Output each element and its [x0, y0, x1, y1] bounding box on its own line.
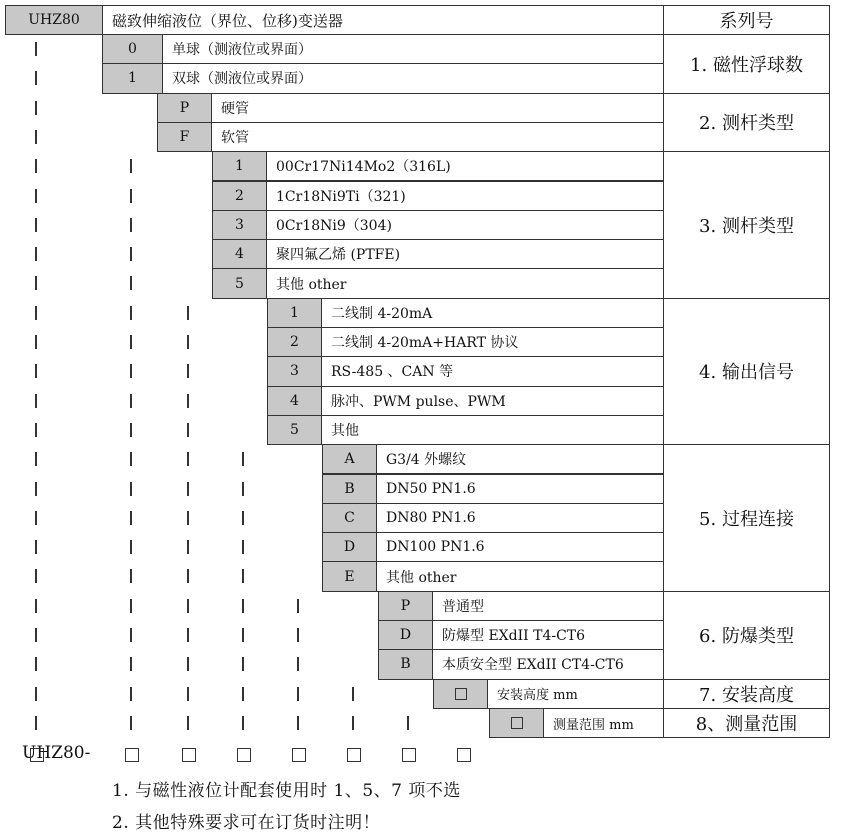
option-code-cell[interactable]: 1 — [267, 298, 322, 328]
connector-bar — [35, 394, 37, 408]
option-text-cell: 双球（测液位或界面） — [162, 63, 664, 93]
option-code-cell[interactable]: 1 — [102, 63, 163, 93]
group-label-cell: 7. 安装高度 — [663, 679, 830, 709]
connector-bar — [130, 599, 132, 613]
connector-bar — [35, 306, 37, 320]
connector-bar — [242, 540, 244, 554]
connector-bar — [35, 569, 37, 583]
connector-bar — [297, 716, 299, 730]
connector-bar — [35, 71, 37, 85]
option-text-cell: 脉冲、PWM pulse、PWM — [321, 386, 664, 416]
connector-bar — [35, 511, 37, 525]
connector-bar — [35, 247, 37, 261]
connector-bar — [242, 599, 244, 613]
connector-bar — [187, 657, 189, 671]
connector-bar — [35, 101, 37, 115]
option-code-cell[interactable]: P — [157, 93, 212, 123]
connector-bar — [35, 335, 37, 349]
connector-bar — [187, 540, 189, 554]
option-code-cell[interactable]: 3 — [267, 356, 322, 386]
option-code-cell[interactable]: B — [322, 474, 377, 504]
product-name-cell: 磁致伸缩液位（界位、位移)变送器 — [102, 5, 664, 35]
order-code-box[interactable] — [30, 748, 44, 762]
option-text-cell: 本质安全型 EXdII CT4-CT6 — [432, 649, 664, 679]
option-text-cell: 测量范围 mm — [543, 708, 664, 738]
checkbox-icon[interactable] — [455, 688, 467, 700]
option-code-cell[interactable]: 2 — [212, 181, 267, 211]
group-label-cell: 4. 输出信号 — [663, 298, 830, 446]
option-text-cell: 其他 other — [266, 268, 664, 298]
group-label-cell: 6. 防爆类型 — [663, 591, 830, 680]
connector-bar — [187, 394, 189, 408]
connector-bar — [187, 716, 189, 730]
connector-bar — [130, 423, 132, 437]
option-text-cell: 聚四氟乙烯 (PTFE) — [266, 239, 664, 269]
connector-bar — [35, 218, 37, 232]
connector-bar — [187, 423, 189, 437]
connector-bar — [242, 452, 244, 466]
connector-bar — [130, 364, 132, 378]
option-text-cell: G3/4 外螺纹 — [376, 444, 664, 474]
order-code-box[interactable] — [237, 748, 251, 762]
option-code-cell[interactable]: 5 — [267, 415, 322, 445]
connector-bar — [130, 218, 132, 232]
connector-bar — [242, 716, 244, 730]
connector-bar — [242, 657, 244, 671]
connector-bar — [35, 540, 37, 554]
connector-bar — [130, 335, 132, 349]
connector-bar — [242, 687, 244, 701]
connector-bar — [130, 189, 132, 203]
connector-bar — [35, 130, 37, 144]
option-code-cell[interactable]: 1 — [212, 151, 267, 181]
connector-bar — [130, 687, 132, 701]
option-code-cell[interactable]: A — [322, 444, 377, 474]
option-code-cell[interactable]: 4 — [212, 239, 267, 269]
connector-bar — [35, 482, 37, 496]
note-line: 1. 与磁性液位计配套使用时 1、5、7 项不选 — [112, 781, 461, 801]
connector-bar — [35, 628, 37, 642]
connector-bar — [130, 452, 132, 466]
connector-bar — [242, 511, 244, 525]
connector-bar — [130, 628, 132, 642]
option-text-cell: 防爆型 EXdII T4-CT6 — [432, 620, 664, 650]
model-code-cell: UHZ80 — [5, 5, 103, 35]
group-label-cell: 8、测量范围 — [663, 708, 830, 738]
connector-bar — [352, 716, 354, 730]
option-code-cell[interactable] — [433, 679, 488, 709]
order-code-prefix: UHZ80- — [22, 743, 91, 764]
group-label-cell: 5. 过程连接 — [663, 444, 830, 592]
connector-bar — [130, 394, 132, 408]
option-text-cell: 安装高度 mm — [487, 679, 664, 709]
connector-bar — [130, 159, 132, 173]
order-code-box[interactable] — [402, 748, 416, 762]
connector-bar — [130, 306, 132, 320]
connector-bar — [187, 482, 189, 496]
option-text-cell: RS-485 、CAN 等 — [321, 356, 664, 386]
connector-bar — [187, 511, 189, 525]
connector-bar — [35, 159, 37, 173]
order-code-box[interactable] — [347, 748, 361, 762]
option-text-cell: 其他 other — [376, 561, 664, 591]
group-label-cell: 1. 磁性浮球数 — [663, 34, 830, 94]
group-label-cell: 3. 测杆类型 — [663, 151, 830, 299]
connector-bar — [130, 540, 132, 554]
connector-bar — [130, 569, 132, 583]
connector-bar — [35, 452, 37, 466]
option-text-cell: 二线制 4-20mA — [321, 298, 664, 328]
connector-bar — [187, 452, 189, 466]
option-text-cell: 硬管 — [211, 93, 664, 123]
option-text-cell: 单球（测液位或界面） — [162, 34, 664, 64]
connector-bar — [35, 189, 37, 203]
connector-bar — [35, 364, 37, 378]
connector-bar — [407, 716, 409, 730]
connector-bar — [130, 482, 132, 496]
connector-bar — [187, 687, 189, 701]
connector-bar — [352, 687, 354, 701]
option-code-cell[interactable]: F — [157, 122, 212, 152]
order-code-box[interactable] — [125, 748, 139, 762]
connector-bar — [242, 628, 244, 642]
option-code-cell[interactable]: 2 — [267, 327, 322, 357]
option-text-cell: 00Cr17Ni14Mo2（316L) — [266, 151, 664, 181]
option-text-cell: DN100 PN1.6 — [376, 532, 664, 562]
option-text-cell: DN80 PN1.6 — [376, 503, 664, 533]
connector-bar — [187, 335, 189, 349]
connector-bar — [35, 687, 37, 701]
series-label-cell: 系列号 — [663, 5, 830, 35]
connector-bar — [297, 687, 299, 701]
connector-bar — [187, 599, 189, 613]
option-text-cell: DN50 PN1.6 — [376, 474, 664, 504]
connector-bar — [187, 364, 189, 378]
connector-bar — [242, 569, 244, 583]
option-code-cell[interactable]: 3 — [212, 210, 267, 240]
connector-bar — [35, 276, 37, 290]
option-code-cell[interactable]: C — [322, 503, 377, 533]
connector-bar — [35, 657, 37, 671]
order-code-box[interactable] — [292, 748, 306, 762]
group-label-cell: 2. 测杆类型 — [663, 93, 830, 153]
option-text-cell: 二线制 4-20mA+HART 协议 — [321, 327, 664, 357]
option-code-cell[interactable]: D — [378, 620, 433, 650]
order-code-box[interactable] — [182, 748, 196, 762]
connector-bar — [187, 628, 189, 642]
option-text-cell: 软管 — [211, 122, 664, 152]
option-text-cell: 其他 — [321, 415, 664, 445]
connector-bar — [187, 569, 189, 583]
connector-bar — [35, 599, 37, 613]
connector-bar — [242, 482, 244, 496]
connector-bar — [130, 716, 132, 730]
connector-bar — [130, 511, 132, 525]
option-code-cell[interactable]: E — [322, 561, 377, 591]
option-code-cell[interactable]: 0 — [102, 34, 163, 64]
option-text-cell: 1Cr18Ni9Ti（321) — [266, 181, 664, 211]
connector-bar — [35, 423, 37, 437]
connector-bar — [297, 657, 299, 671]
option-code-cell[interactable]: 4 — [267, 386, 322, 416]
connector-bar — [35, 716, 37, 730]
note-line: 2. 其他特殊要求可在订货时注明！ — [112, 813, 381, 833]
option-text-cell: 普通型 — [432, 591, 664, 621]
connector-bar — [130, 247, 132, 261]
option-text-cell: 0Cr18Ni9（304) — [266, 210, 664, 240]
connector-bar — [130, 276, 132, 290]
connector-bar — [187, 306, 189, 320]
connector-bar — [297, 599, 299, 613]
checkbox-icon[interactable] — [511, 717, 523, 729]
option-code-cell[interactable]: B — [378, 649, 433, 679]
option-code-cell[interactable]: D — [322, 532, 377, 562]
option-code-cell[interactable] — [489, 708, 544, 738]
connector-bar — [35, 42, 37, 56]
connector-bar — [130, 657, 132, 671]
order-code-box[interactable] — [457, 748, 471, 762]
option-code-cell[interactable]: 5 — [212, 268, 267, 298]
option-code-cell[interactable]: P — [378, 591, 433, 621]
connector-bar — [297, 628, 299, 642]
